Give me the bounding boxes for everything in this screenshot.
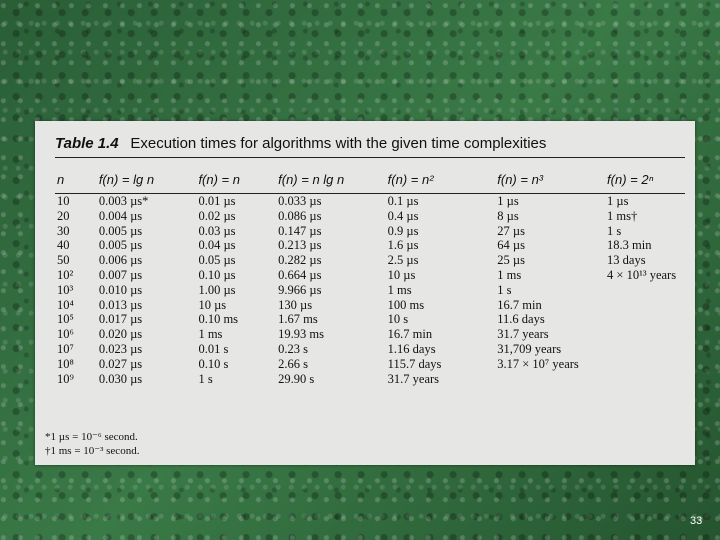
table-cell: 0.01 s [198, 341, 229, 356]
execution-times-table [55, 165, 685, 386]
table-cell: 10 µs [198, 297, 227, 312]
table-cell: 1 ms [497, 267, 522, 282]
table-cell: 0.006 µs [98, 253, 143, 268]
table-cell: 0.664 µs [278, 267, 322, 282]
table-cell: 0.005 µs [98, 238, 143, 253]
column-header: f(n) = n² [387, 171, 434, 187]
table-cell: 0.004 µs [98, 208, 143, 223]
table-cell: 0.086 µs [278, 208, 322, 223]
column-header: n [57, 171, 65, 187]
table-cell: 0.030 µs [98, 371, 143, 386]
table-cell [607, 327, 685, 342]
table-cell: 8 µs [497, 208, 519, 223]
column-header: f(n) = 2ⁿ [607, 171, 654, 187]
table-cell: 30 [57, 223, 70, 238]
table-cell: 0.213 µs [278, 238, 322, 253]
table-cell: 40 [57, 238, 70, 253]
table-cell: 1.67 ms [278, 312, 318, 327]
table-cell: 1 µs [607, 194, 629, 208]
table-cell: 0.023 µs [98, 341, 143, 356]
table-cell: 16.7 min [497, 297, 542, 312]
table-cell: 0.003 µs* [98, 194, 149, 208]
table-cell: 115.7 days [387, 356, 442, 371]
table-cell [607, 283, 685, 298]
table-cell: 0.01 µs [198, 194, 236, 208]
table-cell: 0.027 µs [98, 356, 143, 371]
table-row [55, 209, 685, 224]
table-cell: 0.007 µs [98, 267, 143, 282]
table-cell: 1 s [497, 282, 512, 297]
table-cell: 0.03 µs [198, 223, 236, 238]
table-cell: 1 ms† [607, 208, 638, 223]
table-cell: 10³ [57, 282, 74, 297]
table-cell: 31.7 years [497, 327, 549, 342]
table-cell: 10 s [387, 312, 409, 327]
table-row [55, 224, 685, 239]
table-cell [497, 372, 607, 387]
table-cell: 16.7 min [387, 327, 433, 342]
table-row [55, 194, 685, 209]
table-row [55, 298, 685, 313]
table-cell: 0.05 µs [198, 253, 236, 268]
table-cell: 25 µs [497, 253, 525, 268]
table-cell: 10⁹ [57, 371, 74, 386]
table-cell: 1 ms [198, 327, 223, 342]
table-cell [607, 357, 685, 372]
table-cell: 0.23 s [278, 341, 309, 356]
table-row [55, 268, 685, 283]
table-cell: 0.010 µs [98, 282, 143, 297]
table-cell: 11.6 days [497, 312, 545, 327]
table-cell: 31,709 years [497, 341, 562, 356]
table-cell: 10 [57, 194, 70, 208]
table-cell [607, 372, 685, 387]
table-cell: 0.04 µs [198, 238, 236, 253]
table-cell: 18.3 min [607, 238, 652, 253]
table-cell: 0.10 µs [198, 267, 236, 282]
table-cell: 1 µs [497, 194, 519, 208]
table-cell: 0.147 µs [278, 223, 322, 238]
table-cell: 29.90 s [278, 371, 315, 386]
table-cell: 0.033 µs [278, 194, 322, 208]
table-row [55, 283, 685, 298]
table-title: Execution times for algorithms with the given time complexities [130, 135, 547, 152]
table-cell: 0.020 µs [98, 327, 143, 342]
table-cell: 0.1 µs [387, 194, 419, 208]
table-row [55, 312, 685, 327]
table-cell: 1.16 days [387, 341, 436, 356]
table-cell: 0.017 µs [98, 312, 143, 327]
table-cell: 9.966 µs [278, 282, 322, 297]
table-cell: 50 [57, 253, 70, 268]
table-cell: 10⁵ [57, 312, 74, 327]
table-cell: 1 s [198, 371, 213, 386]
table-cell: 13 days [607, 253, 646, 268]
table-row [55, 342, 685, 357]
table-row [55, 238, 685, 253]
footnote-microsecond: *1 µs = 10⁻⁶ second. [45, 431, 138, 443]
table-cell: 10⁷ [57, 341, 74, 356]
header-row [55, 165, 685, 194]
table-cell: 0.013 µs [98, 297, 143, 312]
table-row [55, 327, 685, 342]
table-cell: 10⁶ [57, 327, 74, 342]
table-cell: 0.282 µs [278, 253, 322, 268]
table-cell: 0.4 µs [387, 208, 419, 223]
table-cell: 2.66 s [278, 356, 309, 371]
table-row [55, 372, 685, 387]
top-rule [55, 157, 685, 158]
table-cell: 10 µs [387, 267, 416, 282]
table-cell [607, 312, 685, 327]
column-header: f(n) = lg n [98, 171, 155, 187]
table-cell: 3.17 × 10⁷ years [497, 356, 579, 371]
table-cell: 19.93 ms [278, 327, 324, 342]
table-cell: 1.00 µs [198, 282, 236, 297]
table-cell: 4 × 10¹³ years [607, 267, 677, 282]
table-cell: 1 ms [387, 282, 412, 297]
table-cell: 0.10 ms [198, 312, 239, 327]
table-cell: 64 µs [497, 238, 525, 253]
table-cell: 10⁴ [57, 297, 74, 312]
table-cell: 0.10 s [198, 356, 229, 371]
table-cell: 100 ms [387, 297, 425, 312]
table-row [55, 357, 685, 372]
table-cell: 1.6 µs [387, 238, 419, 253]
page-number: 33 [690, 515, 703, 527]
table-cell: 130 µs [278, 297, 313, 312]
table-cell: 0.005 µs [98, 223, 143, 238]
column-header: f(n) = n³ [497, 171, 544, 187]
table-cell: 20 [57, 208, 70, 223]
table-caption [55, 135, 675, 153]
table-cell: 0.02 µs [198, 208, 236, 223]
table-cell: 27 µs [497, 223, 525, 238]
table-cell [607, 298, 685, 313]
table-row [55, 253, 685, 268]
table-cell: 2.5 µs [387, 253, 419, 268]
table-cell: 10⁸ [57, 356, 74, 371]
table-label: Table 1.4 [55, 135, 119, 152]
column-header: f(n) = n lg n [278, 171, 345, 187]
table-cell: 31.7 years [387, 371, 440, 386]
table-cell [607, 342, 685, 357]
table-cell: 10² [57, 267, 74, 282]
column-header: f(n) = n [198, 171, 240, 187]
scanned-table-image [35, 121, 695, 465]
footnote-millisecond: †1 ms = 10⁻³ second. [45, 445, 140, 457]
table-cell: 0.9 µs [387, 223, 419, 238]
table-cell: 1 s [607, 223, 622, 238]
